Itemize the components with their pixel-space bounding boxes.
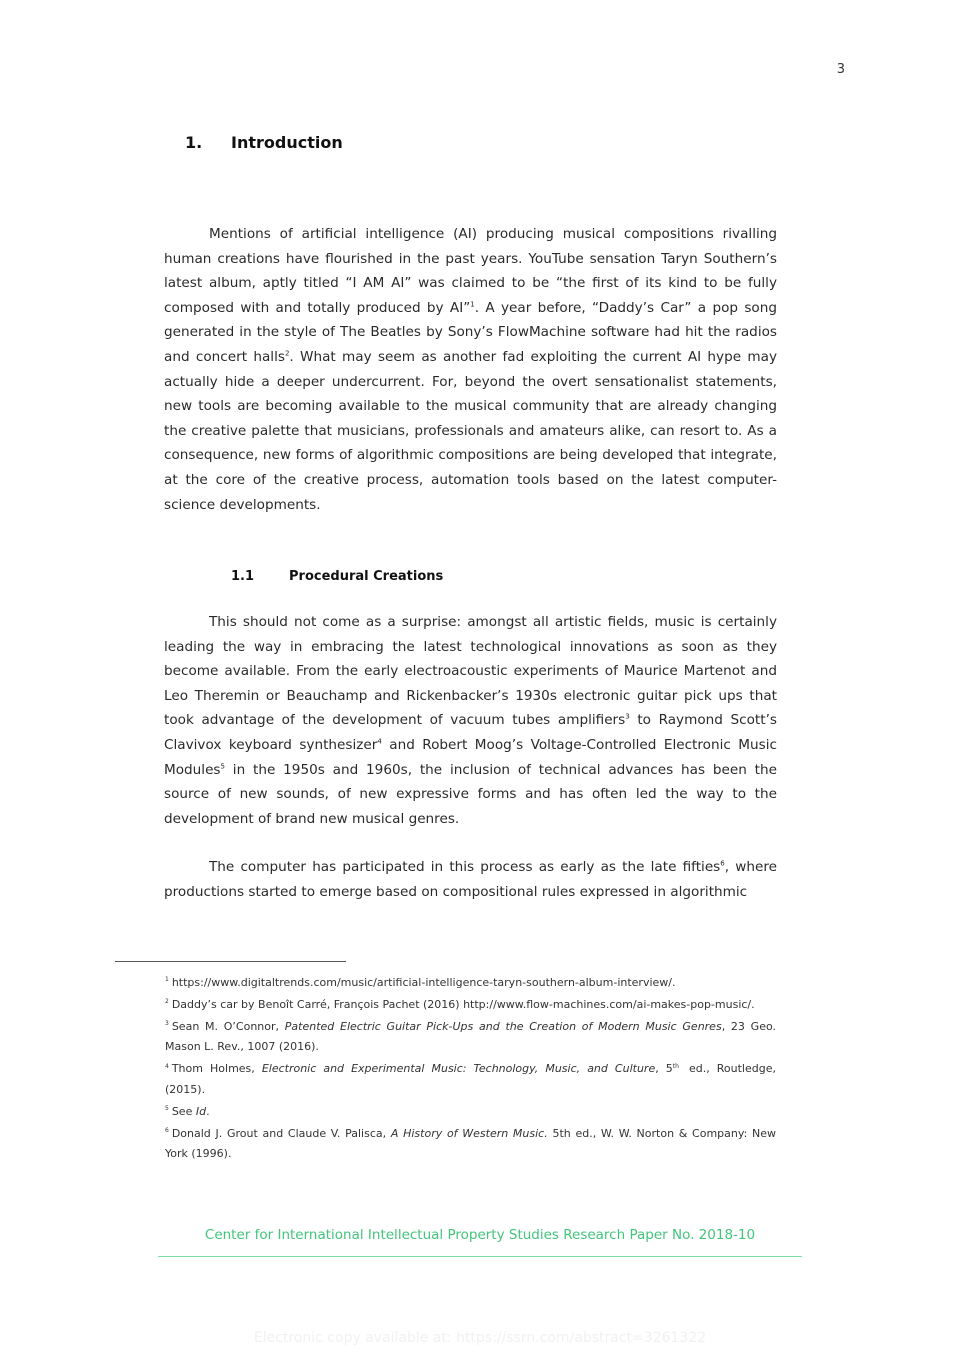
text-run: and Robert Moog’s Voltage-Controlled Electronic Music Modules bbox=[164, 736, 777, 778]
footnote-5: $^5$ See Id. bbox=[165, 1104, 210, 1118]
footer-divider bbox=[158, 1256, 802, 1257]
watermark: Electronic copy available at: https://ssrn.com/abstract=3261322 bbox=[253, 1330, 707, 1346]
text-run: . What may seem as another fad exploiting the current AI hype may actually hide a deeper undercurrent. For, beyond the overt sensationalist statements, new tools are becoming available to the musical community that are already changing the creative palette that musicians, professionals and amateurs alike, can resort to. As a consequence, new forms of algorithmic compositions are being developed that integrate, at the core of the creative process, automation tools based on the latest computer-science developments. bbox=[164, 348, 777, 513]
footnote-ref[interactable]: 3 bbox=[625, 712, 630, 721]
subsection-title: Procedural Creations bbox=[289, 569, 444, 584]
subsection-heading bbox=[231, 569, 443, 584]
footnote-1: $^1$ https://www.digitaltrends.com/music/artificial-intelligence-taryn-southern-album-interview/. bbox=[165, 976, 676, 989]
section-title: Introduction bbox=[231, 133, 343, 152]
footnote-divider bbox=[115, 961, 346, 962]
page-number: 3 bbox=[836, 62, 845, 77]
footnote-ref[interactable]: 4 bbox=[377, 737, 382, 746]
footnote-citation-title: Electronic and Experimental Music: Technology, Music, and Culture bbox=[261, 1062, 656, 1076]
footnote-ref[interactable]: 5 bbox=[220, 762, 225, 771]
footnote-6: $^6$ Donald J. Grout and Claude V. Palisca, A History of Western Music. 5th ed., W. W. Norton & Company: New York (1996). bbox=[165, 1126, 777, 1161]
footnote-3: $^3$ Sean M. O’Connor, Patented Electric Guitar Pick-Ups and the Creation of Modern Music Genres, 23 Geo. Mason L. Rev., 1007 (2016). bbox=[165, 1019, 777, 1054]
text-run: in the 1950s and 1960s, the inclusion of technical advances has been the source of new sounds, of new expressive forms and has often led the way to the development of brand new musical genres. bbox=[164, 761, 777, 827]
footnote-ref[interactable]: 2 bbox=[284, 349, 290, 358]
text-run: This should not come as a surprise: amongst all artistic fields, music is certainly leading the way in embracing the latest technological innovations as soon as they become available. From the early electroacoustic experiments of Maurice Martenot and Leo Theremin or Beauchamp and Rickenbacker’s 1930s electronic guitar pick ups that took advantage of the development of vacuum tubes amplifiers bbox=[164, 614, 777, 729]
text-run: to Raymond Scott’s Clavivox keyboard synthesizer bbox=[164, 712, 777, 753]
footnote-citation-title: A History of Western Music. bbox=[390, 1126, 548, 1140]
text-run: , where productions started to emerge based on compositional rules expressed in algorithmic bbox=[164, 859, 777, 900]
text-run: The computer has participated in this process as early as the late fifties bbox=[209, 859, 721, 875]
section-number: 1. bbox=[185, 133, 203, 152]
footnote-link[interactable]: https://www.digitaltrends.com/music/artificial-intelligence-taryn-southern-album-interview/. bbox=[171, 976, 676, 989]
intro-paragraph bbox=[164, 222, 777, 517]
text-run: . A year before, “Daddy’s Car” a pop song generated in the style of The Beatles by Sony’s FlowMachine software had hit the radios and concert halls bbox=[164, 299, 777, 365]
footnote-2: $^2$ Daddy’s car by Benoît Carré, François Pachet (2016) http://www.flow-machines.com/ai-makes-pop-music/. bbox=[165, 997, 755, 1011]
paragraph-procedural bbox=[164, 610, 777, 831]
paragraph-computer bbox=[164, 855, 777, 904]
footnote-text: Daddy’s car by Benoît Carré, François Pachet (2016) http://www.flow-machines.com/ai-makes-pop-music/. bbox=[171, 997, 755, 1011]
footnote-citation-title: Patented Electric Guitar Pick-Ups and the Creation of Modern Music Genres bbox=[284, 1019, 722, 1033]
subsection-number: 1.1 bbox=[231, 569, 255, 584]
footnote-ref[interactable]: 6 bbox=[720, 859, 725, 868]
page-footer: Center for International Intellectual Property Studies Research Paper No. 2018-10 bbox=[204, 1227, 756, 1243]
footnote-4: $^4$ Thom Holmes, Electronic and Experimental Music: Technology, Music, and Culture, 5th ed., Routledge, (2015). bbox=[165, 1062, 776, 1096]
footnotes bbox=[165, 973, 776, 1166]
section-heading bbox=[185, 133, 343, 152]
footnote-ref[interactable]: 1 bbox=[470, 300, 475, 309]
text-run: Mentions of artificial intelligence (AI) producing musical compositions rivalling human creations have flourished in the past years. YouTube sensation Taryn Southern’s latest album, aptly titled “I AM AI” was claimed to be “the first of its kind to be fully composed with and totally produced by AI” bbox=[164, 226, 777, 316]
